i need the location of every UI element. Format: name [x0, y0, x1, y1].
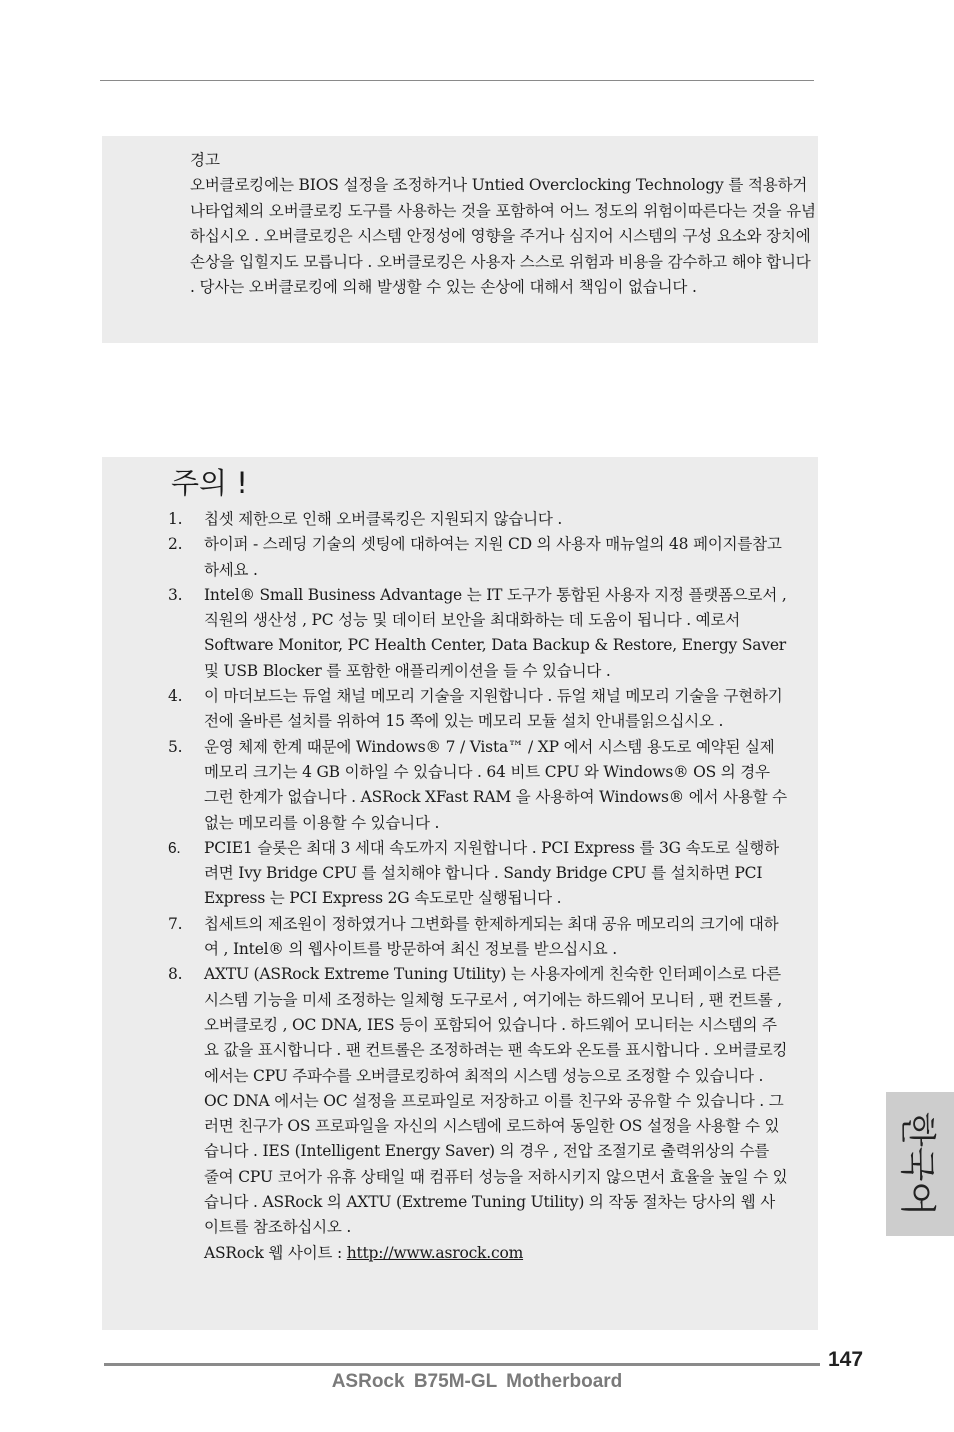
item-text: 이 마더보드는 듀얼 채널 메모리 기술을 지원합니다 . 듀얼 채널 메모리 기술을 구현하기 전에 올바른 설치를 위하여 15 쪽에 있는 메모리 모듈 설치 안내를읽으십시오 .	[204, 687, 783, 731]
caution-item-4	[168, 684, 788, 735]
item-text: PCIE1 슬롯은 최대 3 세대 속도까지 지원합니다 . PCI Express 를 3G 속도로 실행하려면 Ivy Bridge CPU 를 설치해야 합니다 . Sandy Bridge CPU 를 설치하면 PCI Express 는 PCI Express 2G 속도로만 실행됩니다 .	[204, 838, 779, 908]
page-number: 147	[828, 1348, 864, 1371]
item-number: 6.	[168, 839, 181, 857]
website-label: ASRock 웹 사이트 :	[204, 1243, 347, 1262]
warning-title: 경고	[190, 151, 220, 169]
language-tab-label: 한국어	[896, 1111, 938, 1217]
caution-item-6	[168, 836, 788, 912]
caution-item-8	[168, 962, 788, 1266]
language-side-tab	[886, 1092, 954, 1236]
caution-box	[102, 457, 818, 1330]
caution-title: 주의 !	[171, 466, 248, 500]
top-divider	[100, 80, 814, 81]
item-text: Intel® Small Business Advantage 는 IT 도구가 통합된 사용자 지정 플랫폼으로서 , 직원의 생산성 , PC 성능 및 데이터 보안을 최대화하는 데 도움이 됩니다 . 예로서 Software Monitor, PC Health Center, Data Backup & Restore, Energy Saver 및 USB Blocker 를 포함한 애플리케이션을 들 수 있습니다 .	[204, 585, 787, 680]
footer-title	[0, 1371, 954, 1393]
caution-item-7	[168, 912, 788, 963]
item-text: 칩세트의 제조원이 정하였거나 그변화를 한제하게되는 최대 공유 메모리의 크기에 대하여 , Intel® 의 웹사이트를 방문하여 최신 정보를 받으십시요 .	[204, 914, 779, 959]
warning-box	[102, 136, 818, 343]
item-text: 하이퍼 - 스레딩 기술의 셋팅에 대하여는 지원 CD 의 사용자 매뉴얼의 48 페이지를참고하세요 .	[204, 535, 782, 579]
website-link[interactable]: http://www.asrock.com	[346, 1243, 524, 1262]
item-number: 3.	[168, 585, 183, 604]
item-number: 7.	[168, 914, 183, 933]
item-text: 칩셋 제한으로 인해 오버클록킹은 지원되지 않습니다 .	[204, 510, 563, 528]
item-text: 운영 체제 한계 때문에 Windows® 7 / Vista™ / XP 에서 시스템 용도로 예약된 실제 메모리 크기는 4 GB 이하일 수 있습니다 . 64 비트 CPU 와 Windows® OS 의 경우 그런 한계가 없습니다 . ASRock XFast RAM 을 사용하여 Windows® 에서 사용할 수 없는 메모리를 이용할 수 있습니다 .	[204, 737, 787, 832]
footer-title-text: ASRock B75M-GL Motherboard	[331, 1371, 623, 1392]
item-number: 1.	[168, 510, 183, 528]
bottom-divider	[104, 1363, 820, 1366]
item-number: 4.	[168, 687, 183, 706]
caution-item-1	[168, 507, 788, 532]
caution-list	[168, 507, 788, 1266]
item-number: 5.	[168, 737, 183, 756]
caution-item-2	[168, 532, 788, 583]
item-text: AXTU (ASRock Extreme Tuning Utility) 는 사용자에게 친숙한 인터페이스로 다른 시스템 기능을 미세 조정하는 일체형 도구로서 , 여기에는 하드웨어 모니터 , 팬 컨트롤 , 오버클로킹 , OC DNA, IES 등이 포함되어 있습니다 . 하드웨어 모니터는 시스템의 주요 값을 표시합니다 . 팬 컨트롤은 조정하려는 팬 속도와 온도를 표시합니다 . 오버클로킹에서는 CPU 주파수를 오버클로킹하여 최적의 시스템 성능으로 조정할 수 있습니다 . OC DNA 에서는 OC 설정을 프로파일로 저장하고 이를 친구와 공유할 수 있습니다 . 그러면 친구가 OS 프로파일을 자신의 시스템에 로드하여 동일한 OS 설정을 사용할 수 있습니다 . IES (Intelligent Energy Saver) 의 경우 , 전압 조절기로 출력위상의 수를 줄여 CPU 코어가 유휴 상태일 때 컴퓨터 성능을 저하시키지 않으면서 효율을 높일 수 있습니다 . ASRock 의 AXTU (Extreme Tuning Utility) 의 작동 절차는 당사의 웹 사이트를 참조하십시오 .	[204, 965, 788, 1237]
item-number: 8.	[168, 965, 183, 984]
caution-item-3	[168, 583, 788, 684]
warning-content	[190, 148, 816, 300]
warning-body: 오버클로킹에는 BIOS 설정을 조정하거나 Untied Overclocking Technology 를 적용하거나타업체의 오버클로킹 도구를 사용하는 것을 포함하여 어느 정도의 위험이따른다는 것을 유념하십시오 . 오버클로킹은 시스템 안정성에 영향을 주거나 심지어 시스템의 구성 요소와 장치에 손상을 입힐지도 모릅니다 . 오버클로킹은 사용자 스스로 위험과 비용을 감수하고 해야 합니다 . 당사는 오버클로킹에 의해 발생할 수 있는 손상에 대해서 책임이 없습니다 .	[190, 176, 816, 297]
item-number: 2.	[168, 535, 183, 554]
caution-item-5	[168, 735, 788, 836]
